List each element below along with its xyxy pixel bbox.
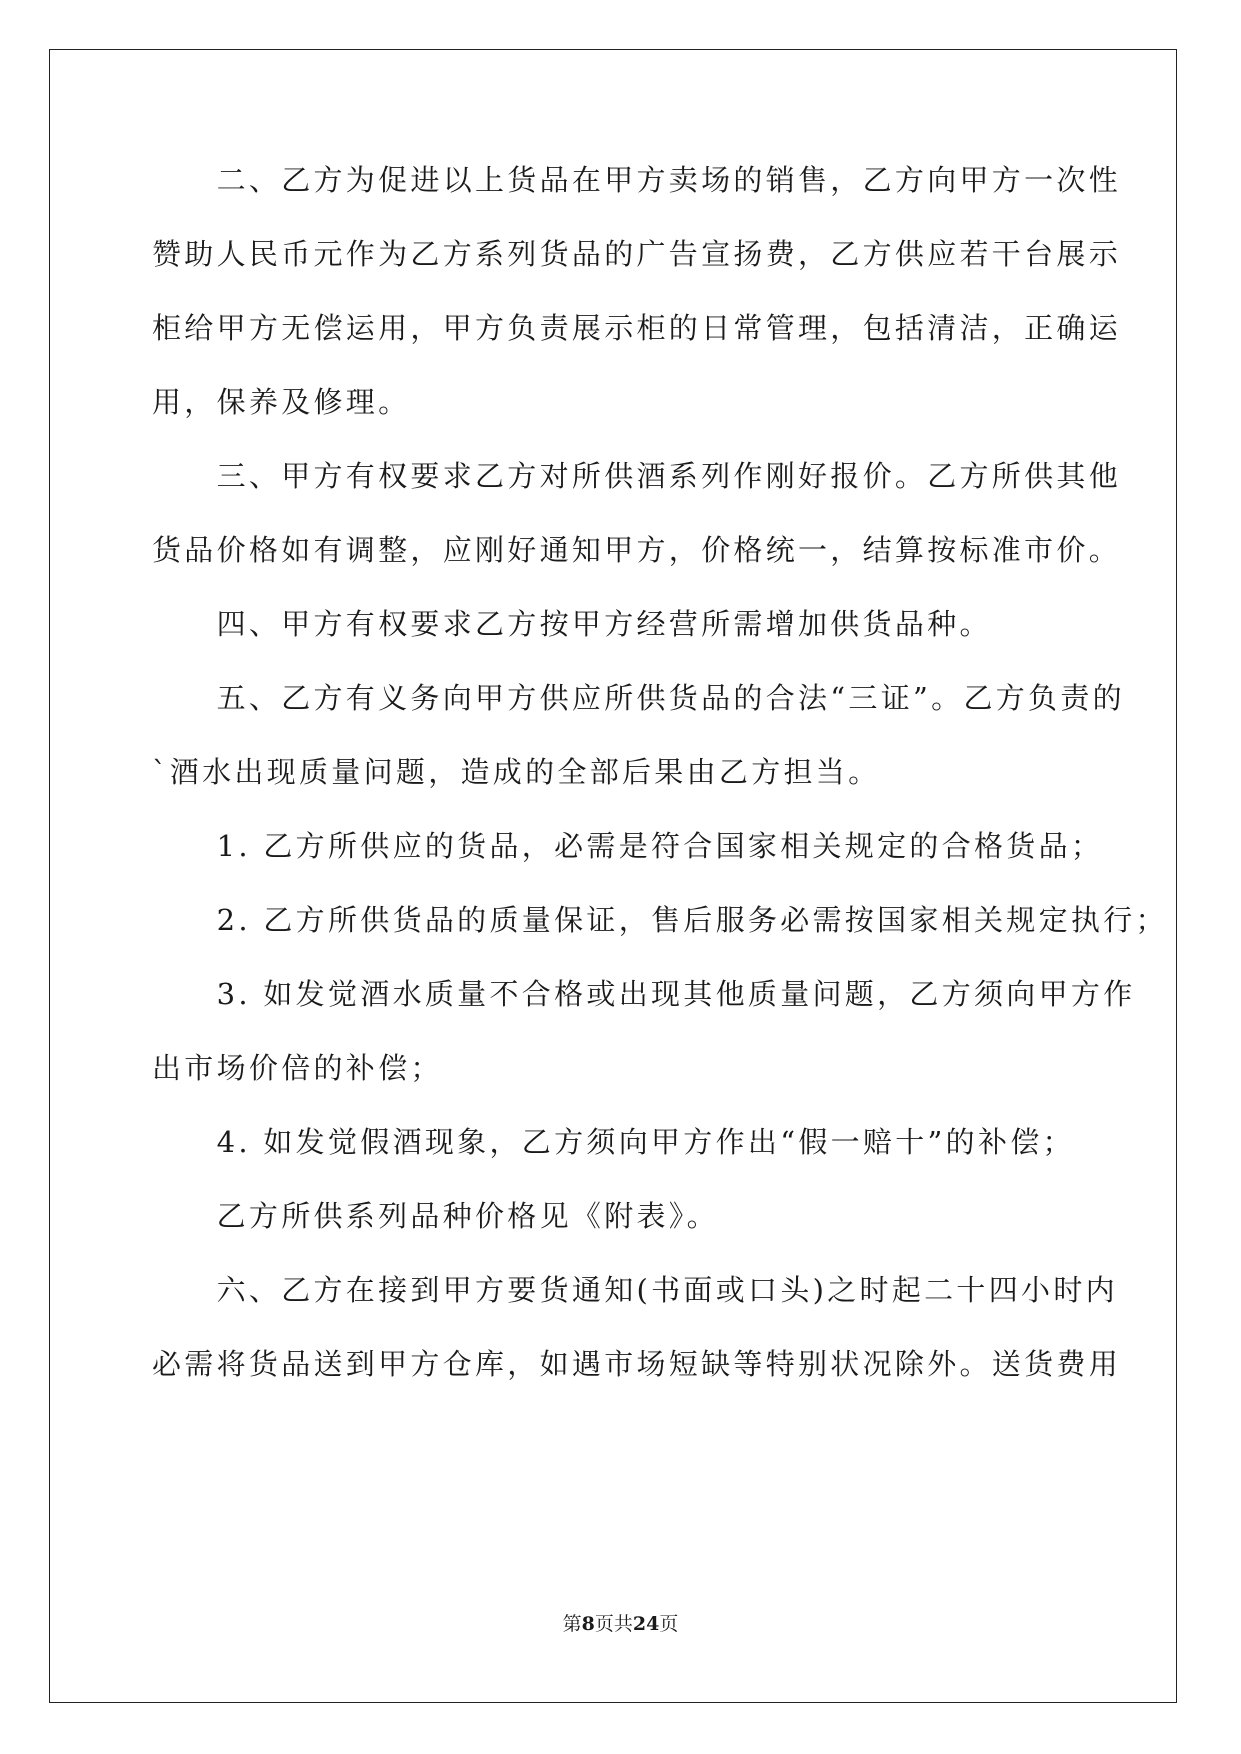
text-line: 赞助人民币元作为乙方系列货品的广告宣扬费，乙方供应若干台展示 xyxy=(152,237,1122,271)
footer-total-pages: 24 xyxy=(632,1613,660,1635)
text-line: 货品价格如有调整，应刚好通知甲方，价格统一，结算按标准市价。 xyxy=(152,533,1122,567)
text-line: 三、甲方有权要求乙方对所供酒系列作刚好报价。乙方所供其他 xyxy=(152,459,1122,493)
footer-page-number: 8 xyxy=(581,1613,595,1635)
footer-total-prefix: 共 xyxy=(613,1613,633,1635)
page-border xyxy=(49,49,1177,1703)
text-line: 五、乙方有义务向甲方供应所供货品的合法“三证”。乙方负责的 xyxy=(152,681,1125,715)
text-line: 2. 乙方所供货品的质量保证，售后服务必需按国家相关规定执行； xyxy=(152,903,1168,937)
footer-page-prefix: 第 xyxy=(562,1613,582,1635)
page-footer xyxy=(0,1612,1241,1636)
text-line: 六、乙方在接到甲方要货通知(书面或口头)之时起二十四小时内 xyxy=(152,1273,1118,1307)
footer-total-suffix: 页 xyxy=(659,1613,679,1635)
text-line: 用，保养及修理。 xyxy=(152,385,411,419)
text-line: 二、乙方为促进以上货品在甲方卖场的销售，乙方向甲方一次性 xyxy=(152,163,1122,197)
text-line: 柜给甲方无偿运用，甲方负责展示柜的日常管理，包括清洁，正确运 xyxy=(152,311,1122,345)
footer-page-suffix: 页 xyxy=(594,1613,614,1635)
text-line: 1. 乙方所供应的货品，必需是符合国家相关规定的合格货品； xyxy=(152,829,1104,863)
text-line: 4. 如发觉假酒现象，乙方须向甲方作出“假一赔十”的补偿； xyxy=(152,1125,1075,1159)
text-line: 乙方所供系列品种价格见《附表》。 xyxy=(152,1199,719,1233)
text-line: 必需将货品送到甲方仓库，如遇市场短缺等特别状况除外。送货费用 xyxy=(152,1347,1122,1381)
text-line: 3. 如发觉酒水质量不合格或出现其他质量问题，乙方须向甲方作 xyxy=(152,977,1136,1011)
text-line: `酒水出现质量问题，造成的全部后果由乙方担当。 xyxy=(152,755,881,789)
text-line: 出市场价倍的补偿； xyxy=(152,1051,443,1085)
text-line: 四、甲方有权要求乙方按甲方经营所需增加供货品种。 xyxy=(152,607,992,641)
